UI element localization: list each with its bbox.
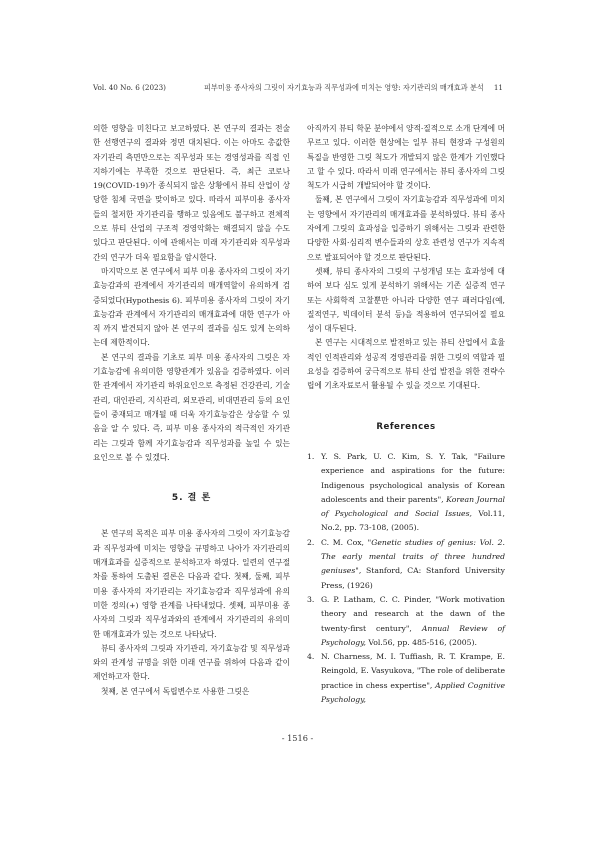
- left-column: [93, 122, 290, 699]
- paragraph: 첫째, 본 연구에서 독립변수로 사용한 그릿은: [101, 686, 250, 696]
- reference-item: 1. Y. S. Park, U. C. Kim, S. Y. Tak, "Failure experience and aspirations for the future: Indigenous psychological analysis of Korean adolescents and their parents", Korean Journal of Psychological and Social Issues, Vol.11, No.2, pp. 73-108, (2005).: [307, 451, 505, 533]
- page-number-footer: - 1516 -: [281, 733, 314, 743]
- paragraph: 본 연구의 결과를 기초로 피부 미용 종사자의 그릿은 자기효능감에 유의미한 영향관계가 있음을 검증하였다. 이러한 관계에서 자기관리 하위요인으로 측정된 건강관리, 기술관리, 대인관리, 지식관리, 외모관리, 비대면관리 등의 요인들이 중재되고 매개될 때 더욱 자기효능감은 상승할 수 있음을 알 수 있다. 즉, 피부 미용 종사자의 적극적인 자기관리는 그릿과 함께 자기효능감과 직무성과를 높일 수 있는 요인으로 볼 수 있겠다.: [93, 352, 290, 462]
- running-header: [93, 83, 503, 93]
- paragraph: 셋째, 뷰티 종사자의 그릿의 구성개념 또는 효과성에 대하여 보다 심도 있게 분석하기 위해서는 기존 실증적 연구 또는 사회학적 고찰뿐만 아니라 다양한 연구 패러다임(예, 질적연구, 빅데이터 분석 등)을 적용하여 연구되어질 필요성이 대두된다.: [307, 266, 505, 334]
- journal-volume: Vol. 40 No. 6 (2023): [93, 83, 166, 92]
- reference-item: 2. C. M. Cox, "Genetic studies of genius: Vol. 2. The early mental traits of three hundred geniuses", Stanford, CA: Stanford University Press, (1926): [307, 537, 505, 590]
- paragraph: 둘째, 본 연구에서 그릿이 자기효능감과 직무성과에 미치는 영향에서 자기관리의 매개효과를 분석하였다. 뷰티 종사자에게 그릿의 효과성을 입증하기 위해서는 그릿과 관련한 다양한 사회·심리적 변수들과의 상호 관련성 연구가 지속적으로 발표되어야 할 것으로 판단된다.: [307, 195, 505, 262]
- paragraph: 뷰티 종사자의 그릿과 자기관리, 자기효능감 및 직무성과와의 관계성 규명을 위한 미래 연구를 위하여 다음과 같이 제언하고자 한다.: [93, 643, 290, 682]
- paragraph: 의한 영향을 미친다고 보고하였다. 본 연구의 결과는 전술한 선행연구의 결과와 정면 대치된다. 이는 아마도 총값한 자기관리 측면만으로는 직무성과 또는 경영성과를 직접 인지하기에는 부족한 것으로 판단된다. 즉, 최근 코로나 19(COVID-19)가 종식되지 않은 상황에서 뷰티 산업이 상당한 침체 국면을 맞이하고 있다. 따라서 피부미용 종사자들의 철저한 자기관리를 행하고 있음에도 불구하고 전체적으로 뷰티 산업의 구조적 경영악화는 해결되지 않을 수도 있다고 판단된다. 이에 관해서는 미래 자기관리와 직무성과 간의 연구가 더욱 필요함을 암시한다.: [93, 124, 290, 262]
- right-column: [307, 122, 505, 707]
- references-title: References: [376, 421, 436, 432]
- section-title-conclusion: 5. 결 론: [171, 493, 212, 504]
- paragraph: 아직까지 뷰티 학문 분야에서 양적·질적으로 소개 단계에 머무르고 있다. 이러한 현상에는 일부 뷰티 현장과 구성원의 특질을 반영한 그릿 척도가 개발되지 않은 한계가 기인했다고 할 수 있다. 따라서 미래 연구에서는 뷰티 종사자의 그릿 척도가 시급히 개발되어야 할 것이다.: [307, 124, 505, 191]
- reference-item: 3. G. P. Latham, C. C. Pinder, "Work motivation theory and research at the dawn of the twenty-first century", Annual Review of Psychology, Vol.56, pp. 485-516, (2005).: [307, 594, 505, 647]
- reference-list: [307, 450, 505, 707]
- header-page-number: 11: [493, 83, 503, 92]
- running-title: 피부미용 종사자의 그릿이 자기효능과 직무성과에 미치는 영향: 자기관리의 매개효과 분석: [203, 83, 484, 92]
- paragraph: 본 연구는 시대적으로 발전하고 있는 뷰티 산업에서 효율적인 인적관리와 성공적 경영관리를 위한 그릿의 역할과 필요성을 검증하여 궁극적으로 뷰티 산업 발전을 위한 전략수립에 기초자료로서 활용될 수 있을 것으로 기대된다.: [307, 338, 505, 391]
- paragraph: 마지막으로 본 연구에서 피부 미용 종사자의 그릿이 자기효능감과의 관계에서 자기관리의 매개역할이 유의하게 검증되었다(Hypothesis 6). 피부미용 종사자의 그릿이 자기효능감과 관계에서 자기관리의 매개효과에 대한 연구가 아직 까지 발견되지 않아 본 연구의 결과를 심도 있게 논의하는데 제한적이다.: [93, 266, 290, 348]
- paragraph: 본 연구의 목적은 피부 미용 종사자의 그릿이 자기효능감과 직무성과에 미치는 영향을 규명하고 나아가 자기관리의 매개효과를 실증적으로 분석하고자 하였다. 일련의 연구절차를 통하여 도출된 결론은 다음과 같다. 첫째, 둘째, 피부미용 종사자의 자기관리는 자기효능감과 직무성과에 유의미한 정의(+) 영향 관계를 나타내었다. 셋째, 피부미용 종사자의 그릿과 직무성과와의 관계에서 자기관리의 유의미한 매개효과가 있는 것으로 나타났다.: [93, 529, 290, 639]
- reference-item: 4. N. Charness, M. I. Tuffiash, R. T. Krampe, E. Reingold, E. Vasyukova, "The role of deliberate practice in chess expertise", Applied Cognitive Psychology,: [307, 652, 505, 704]
